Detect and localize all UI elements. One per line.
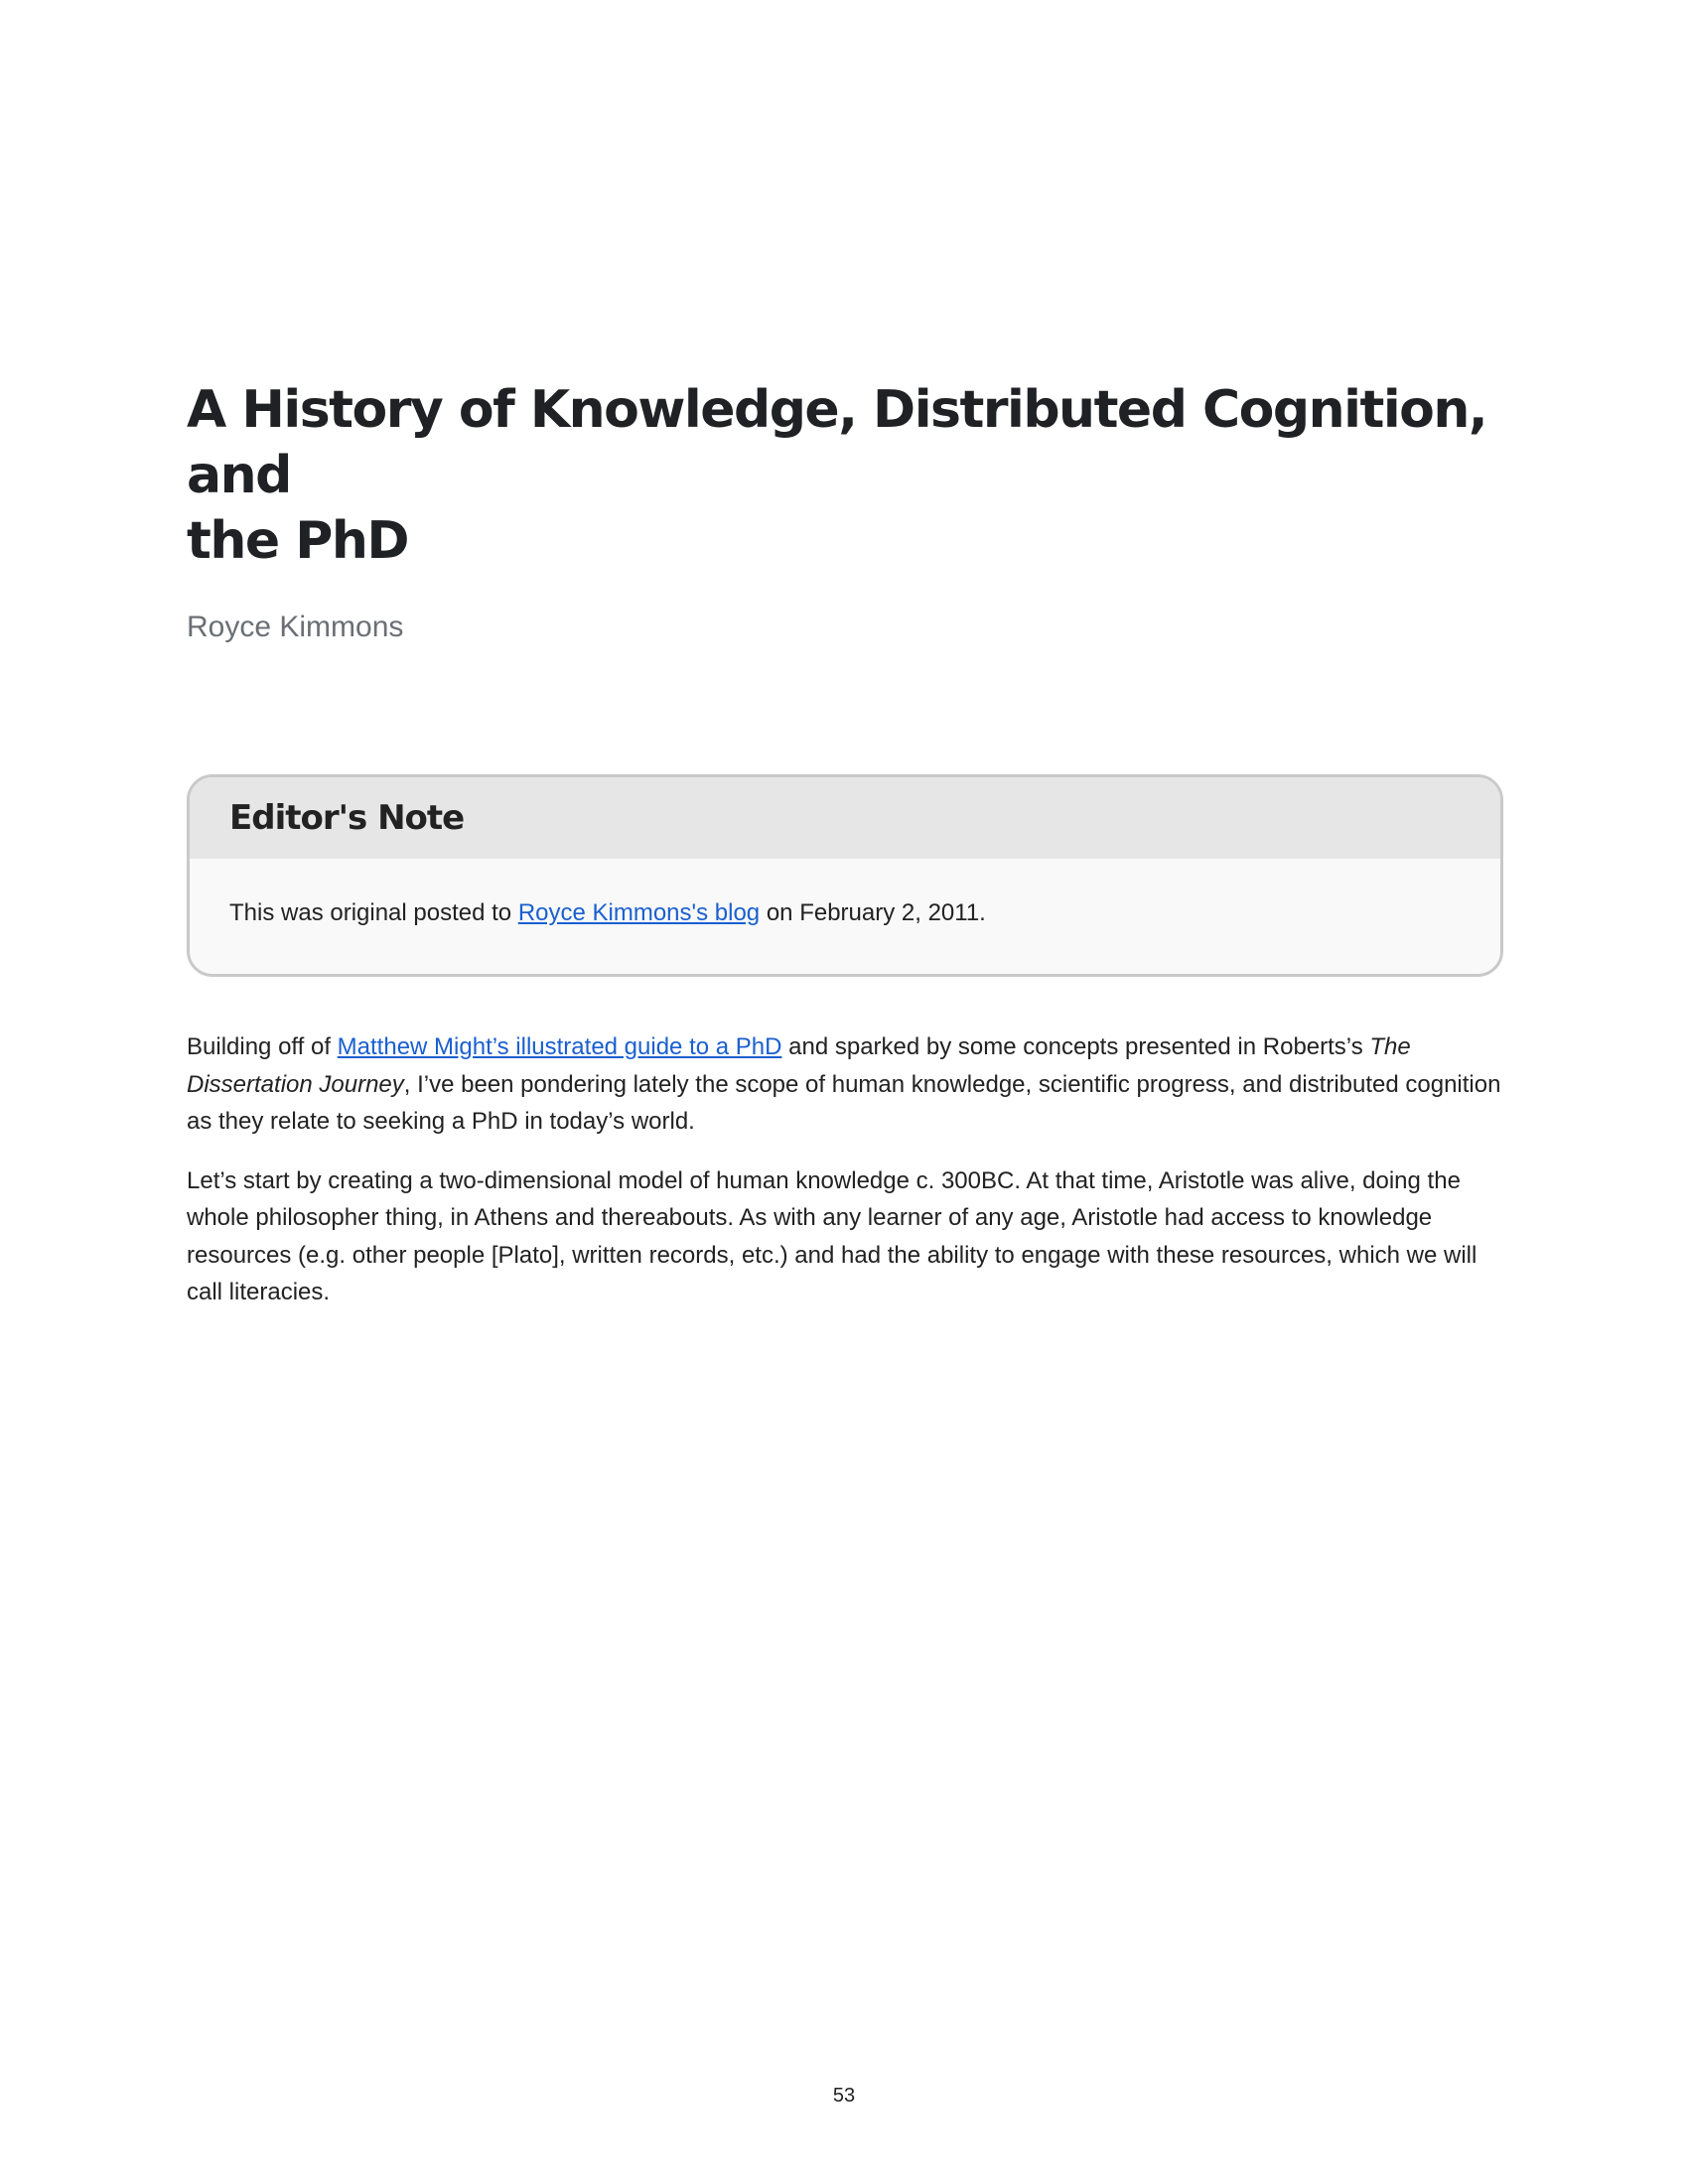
editors-note-text-end: on February 2, 2011. <box>760 899 986 926</box>
paragraph-1-text-middle: and sparked by some concepts presented in Roberts’s <box>781 1033 1370 1060</box>
paragraph-1-text-end: , I’ve been pondering lately the scope of human knowledge, scientific progress, and distributed cognition as they relate to seeking a PhD in today’s world. <box>187 1070 1501 1135</box>
article-title-line-2: the PhD <box>187 511 409 571</box>
body-paragraph-1 <box>187 1028 1503 1141</box>
article-author: Royce Kimmons <box>187 611 404 643</box>
article-title <box>187 377 1503 574</box>
page-number: 53 <box>832 2085 856 2107</box>
editors-note-body <box>190 859 1500 974</box>
editors-note-header <box>190 777 1500 859</box>
editors-note-text-start: This was original posted to <box>229 899 518 926</box>
page-content <box>187 377 1503 1311</box>
blog-link[interactable]: Royce Kimmons's blog <box>517 899 761 926</box>
paragraph-1-text-start: Building off of <box>187 1033 338 1060</box>
body-paragraph-2: Let’s start by creating a two-dimensional model of human knowledge c. 300BC. At that time, Aristotle was alive, doing the whole philosopher thing, in Athens and thereabouts. As with any learner of any age, Aristotle had access to knowledge resources (e.g. other people [Plato], written records, etc.) and had the ability to engage with these resources, which we will call literacies. <box>187 1166 1477 1305</box>
article-title-line-1: A History of Knowledge, Distributed Cognition, and <box>187 380 1487 505</box>
book-title: The Dissertation Journey <box>187 1033 1411 1098</box>
phd-guide-link[interactable]: Matthew Might’s illustrated guide to a PhD <box>337 1033 782 1060</box>
editors-note-heading: Editor's Note <box>229 798 465 838</box>
editors-note-box <box>187 774 1503 977</box>
